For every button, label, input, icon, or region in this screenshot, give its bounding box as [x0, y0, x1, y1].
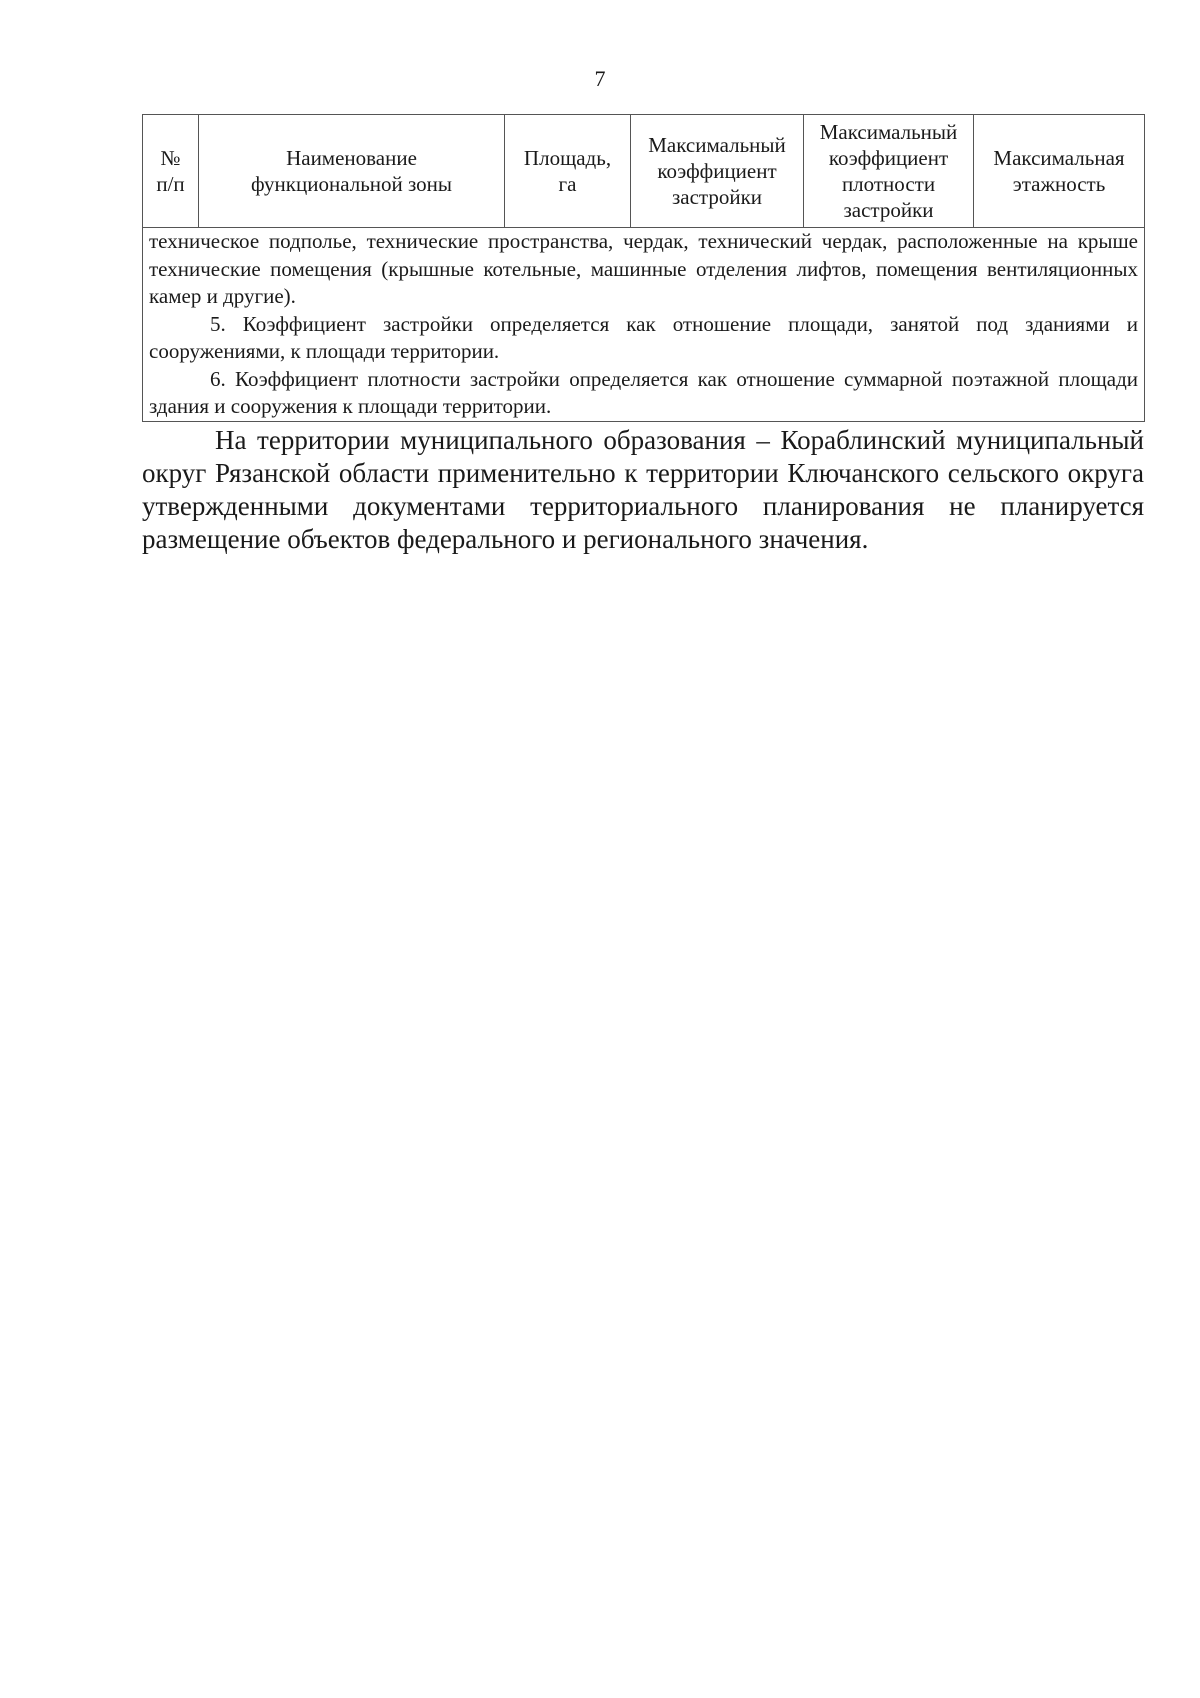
header-building-coefficient: [631, 115, 804, 228]
header-zone-name-line1: Наименование: [286, 146, 417, 170]
header-building-coefficient-line2: коэффициент: [657, 159, 777, 183]
note-6: 6. Коэффициент плотности застройки определяется как отношение суммарной поэтажной площади здания и сооружения к площади территории.: [149, 366, 1138, 418]
header-area-line1: Площадь,: [523, 146, 612, 170]
header-max-floors: [974, 115, 1145, 228]
table-header-row: [143, 115, 1145, 228]
functional-zones-table: [142, 114, 1145, 422]
header-density-coefficient-line1: Максимальный: [819, 120, 958, 144]
table-notes-row: [143, 228, 1145, 422]
header-max-floors-line2: этажность: [1012, 172, 1106, 196]
header-building-coefficient-line3: застройки: [671, 185, 763, 209]
header-density-coefficient: [804, 115, 974, 228]
body-paragraph: На территории муниципального образования – Кораблинский муниципальный округ Рязанской области применительно к территории Ключанского сельского округа утвержденными документами территориального планирования не планируется размещение объектов федерального и регионального значения.: [142, 425, 1144, 554]
header-number-line1: №: [160, 146, 181, 170]
header-density-coefficient-line2: коэффициент: [828, 146, 949, 170]
header-number-line2: п/п: [156, 172, 185, 196]
header-area: [505, 115, 631, 228]
note-5: 5. Коэффициент застройки определяется как отношение площади, занятой под зданиями и сооружениями, к площади территории.: [149, 311, 1138, 363]
header-number: [143, 115, 199, 228]
header-zone-name-line2: функциональной зоны: [250, 172, 453, 196]
header-building-coefficient-line1: Максимальный: [648, 133, 786, 157]
table-notes-cell: [143, 228, 1145, 422]
header-density-coefficient-line3: плотности: [841, 172, 936, 196]
header-max-floors-line1: Максимальная: [993, 146, 1125, 170]
page-number: 7: [594, 66, 606, 91]
header-area-line2: га: [558, 172, 577, 196]
header-density-coefficient-line4: застройки: [843, 198, 934, 222]
note-continuation: техническое подполье, технические пространства, чердак, технический чердак, расположенные на крыше технические помещения (крышные котельные, машинные отделения лифтов, помещения вентиляционных камер и другие).: [149, 229, 1138, 308]
header-zone-name: [199, 115, 505, 228]
